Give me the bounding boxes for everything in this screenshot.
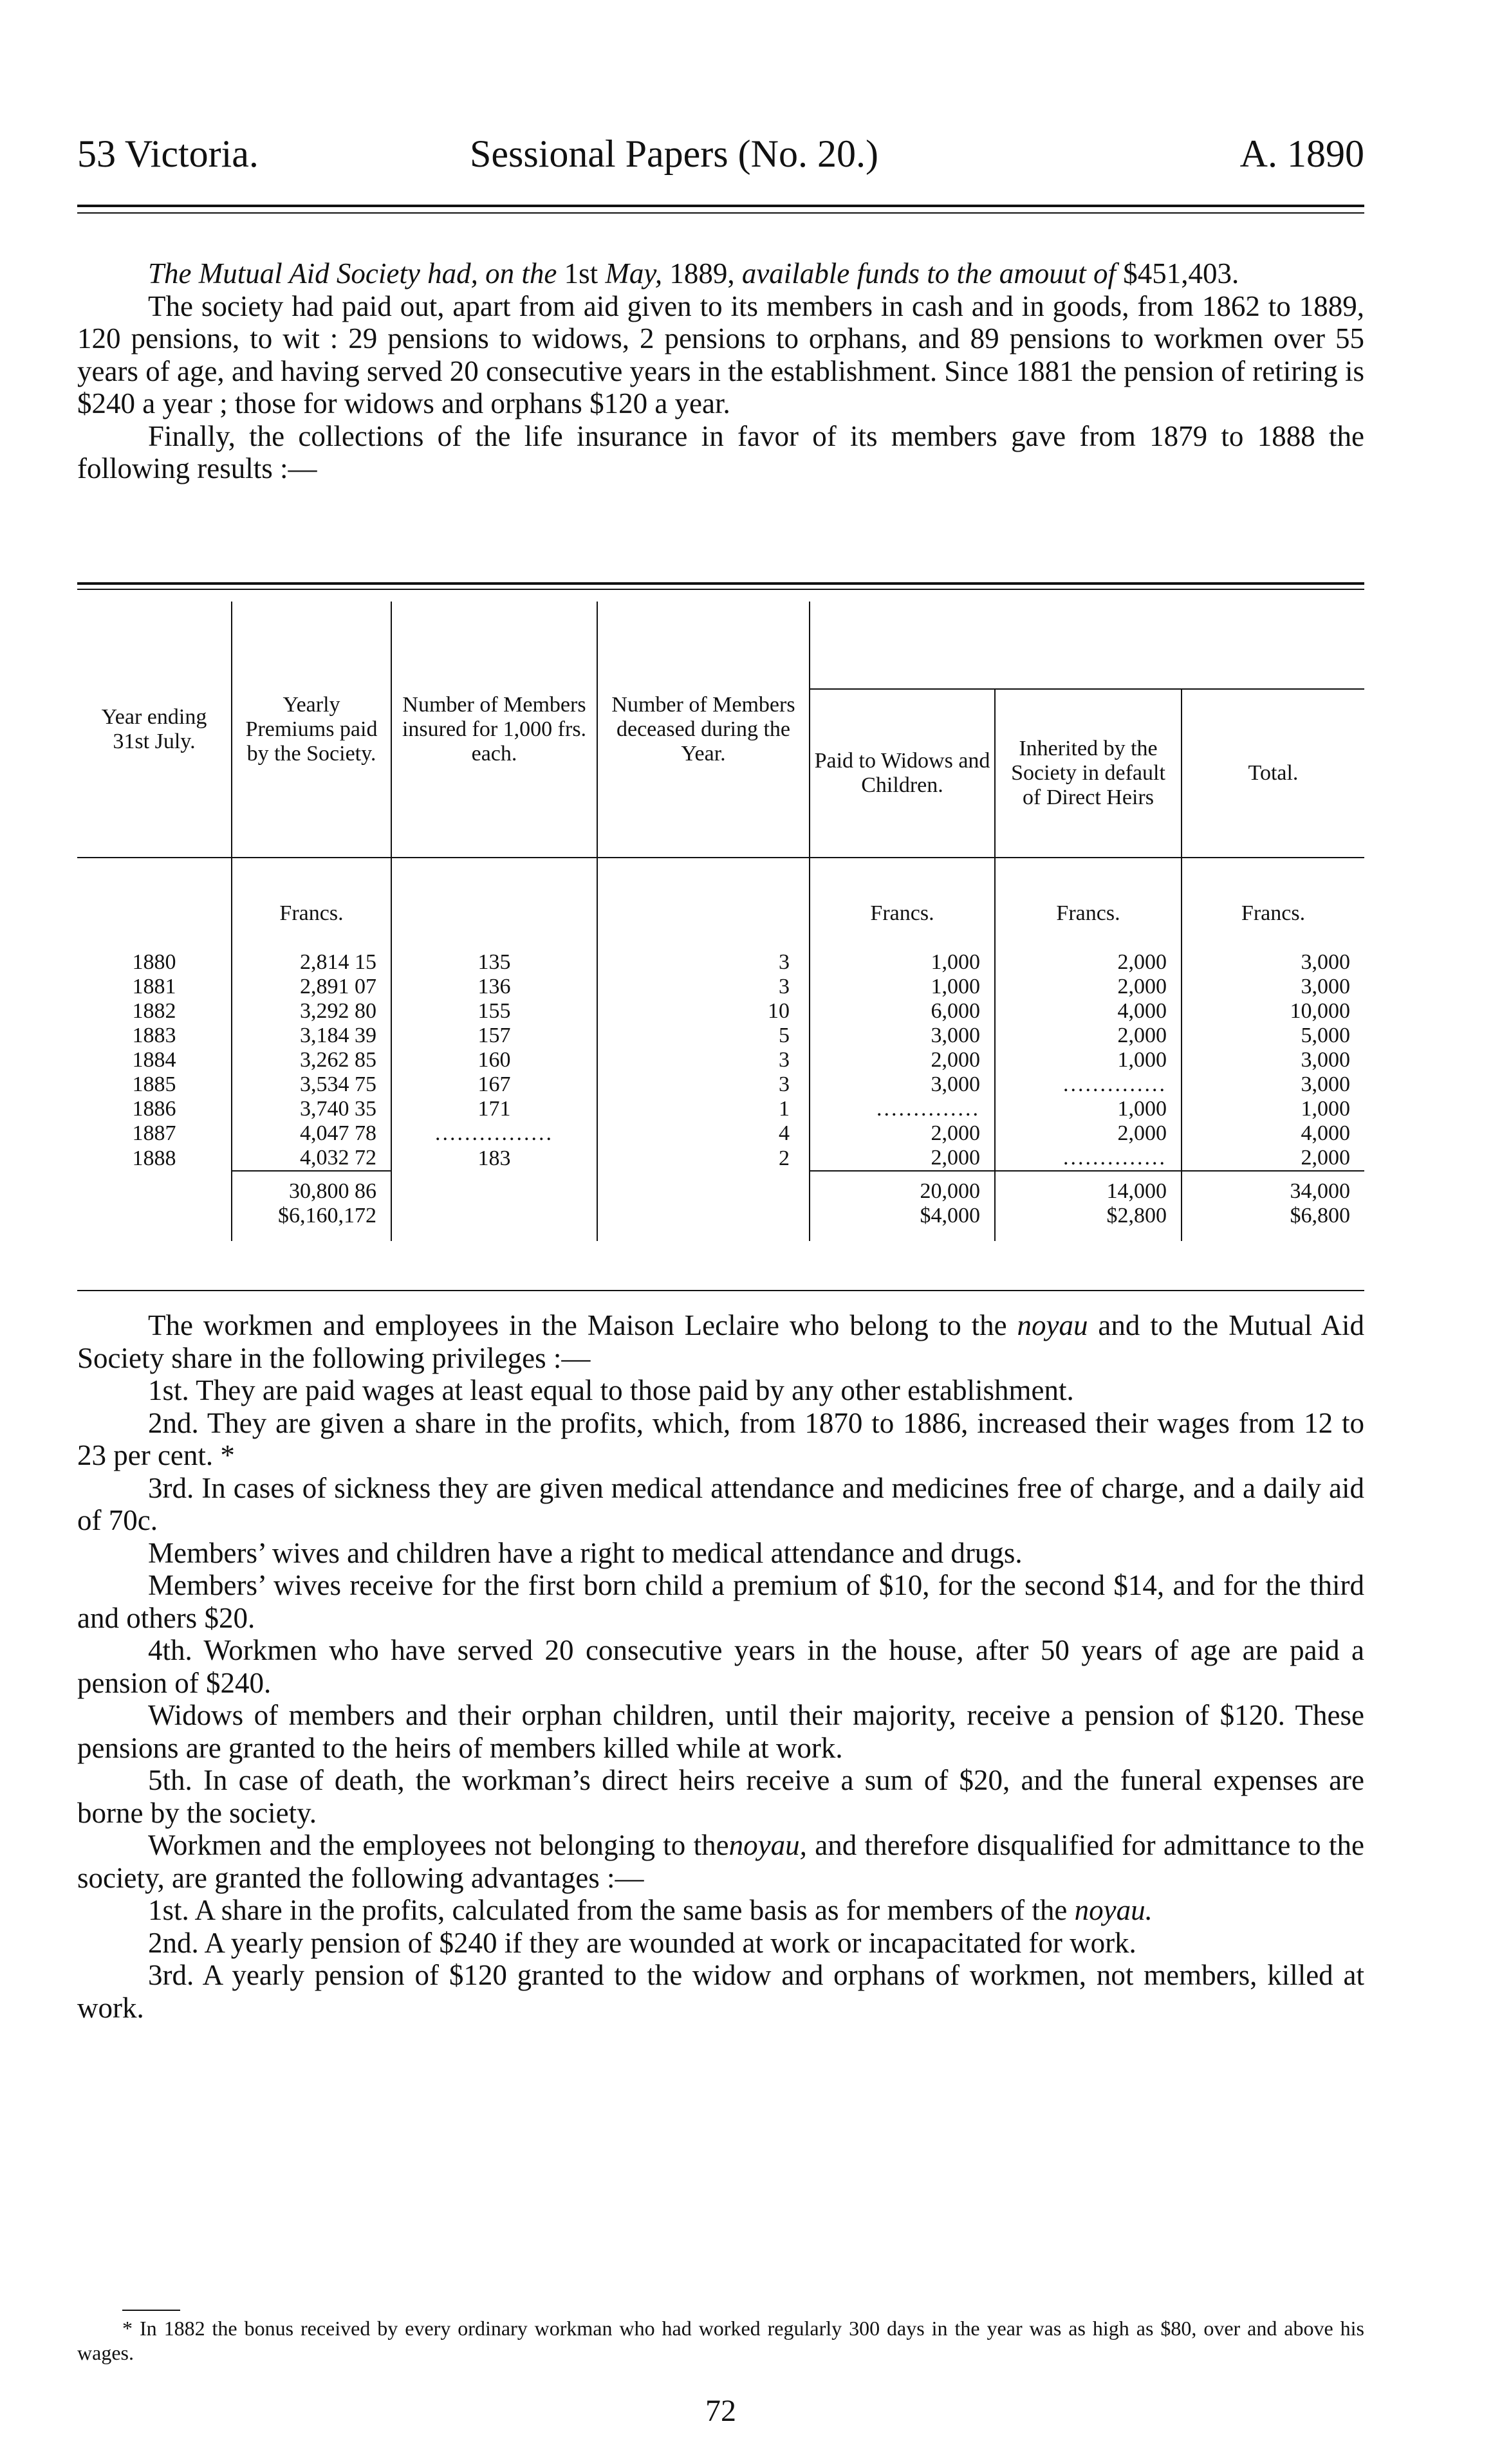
intro-paragraph-funds: The Mutual Aid Society had, on the 1st May, 1889, available funds to the amouut of $451,403. (148, 257, 1239, 290)
col-header-paid: Paid to Widows and Children. (810, 689, 995, 858)
totals-row-francs (77, 1171, 1364, 1204)
totals-row-dollars (77, 1204, 1364, 1241)
units-row (77, 858, 1364, 931)
intro-section (77, 257, 1364, 485)
advantage-profits: 1st. A share in the profits, calculated from the same basis as for members of the noyau. (148, 1894, 1153, 1926)
privilege-widows: Widows of members and their orphan children, until their majority, receive a pension of $120. These pensions are granted to the heirs of members killed while at work. (77, 1699, 1364, 1764)
unit-premiums: Francs. (232, 858, 391, 931)
non-members-intro: Workmen and the employees not belonging to thenoyau, and therefore disqualified for admittance to the society, are granted the following advantages :— (77, 1829, 1364, 1894)
col-header-premiums: Yearly Premiums paid by the Society. (232, 602, 391, 858)
privilege-birth-premium: Members’ wives receive for the first born child a premium of $10, for the second $14, and for the third and others $20. (77, 1569, 1364, 1634)
table-row: 1881 2,891 07 136 3 1,000 2,000 3,000 (77, 975, 1364, 999)
col-header-total: Total. (1182, 689, 1364, 858)
advantage-widow-pension: 3rd. A yearly pension of $120 granted to the widow and orphans of workmen, not members, killed at work. (77, 1959, 1364, 2024)
table-row: 1884 3,262 85 160 3 2,000 1,000 3,000 (77, 1048, 1364, 1072)
header-session: 53 Victoria. (77, 133, 259, 175)
unit-total: Francs. (1182, 858, 1364, 931)
privilege-family-medical: Members’ wives and children have a right to medical attendance and drugs. (148, 1536, 1023, 1569)
table-row: 1882 3,292 80 155 10 6,000 4,000 10,000 (77, 999, 1364, 1024)
footnote-rule (122, 2310, 180, 2311)
table-row: 1880 2,814 15 135 3 1,000 2,000 3,000 (77, 931, 1364, 975)
table-row: 1887 4,047 78 ................ 4 2,000 2,000 4,000 (77, 1121, 1364, 1146)
privilege-death: 5th. In case of death, the workman’s direct heirs receive a sum of $20, and the funeral expenses are borne by the society. (77, 1764, 1364, 1829)
col-header-deceased: Number of Members deceased during the Year. (597, 602, 810, 858)
advantage-pension: 2nd. A yearly pension of $240 if they are wounded at work or incapacitated for work. (148, 1926, 1136, 1959)
table-top-rule (77, 582, 1364, 585)
privilege-pension: 4th. Workmen who have served 20 consecutive years in the house, after 50 years of age are paid a pension of $240. (77, 1634, 1364, 1699)
table-row: 1888 4,032 72 183 2 2,000 .............. 2,000 (77, 1146, 1364, 1171)
privilege-sickness: 3rd. In cases of sickness they are given medical attendance and medicines free of charge, and a daily aid of 70c. (77, 1471, 1364, 1536)
col-header-inherited: Inherited by the Society in default of Direct Heirs (995, 689, 1182, 858)
total-inherited-francs: 14,000 (995, 1171, 1182, 1204)
intro-paragraph-pensions: The society had paid out, apart from aid given to its members in cash and in goods, from 1862 to 1889, 120 pensions, to wit : 29 pensions to widows, 2 pensions to orphans, and 89 pensions to workmen over 55 years of age, and having served 20 consecutive years in the establishment. Since 1881 the pension of retiring is $240 a year ; those for widows and orphans $120 a year. (77, 290, 1364, 419)
header-title: Sessional Papers (No. 20.) (470, 133, 878, 175)
privilege-wages: 1st. They are paid wages at least equal to those paid by any other establishment. (148, 1374, 1074, 1406)
privileges-intro: The workmen and employees in the Maison Leclaire who belong to the noyau and to the Mutual Aid Society share in the following privileges :— (77, 1309, 1364, 1374)
total-total-dollars: $6,800 (1182, 1204, 1364, 1241)
running-header (77, 132, 1364, 183)
table-bottom-rule (77, 1290, 1364, 1291)
total-inherited-dollars: $2,800 (995, 1204, 1182, 1241)
total-premiums-francs: 30,800 86 (232, 1171, 391, 1204)
header-rule (77, 205, 1364, 214)
table-row: 1883 3,184 39 157 5 3,000 2,000 5,000 (77, 1024, 1364, 1048)
privilege-profits: 2nd. They are given a share in the profits, which, from 1870 to 1886, increased their wages from 12 to 23 per cent. * (77, 1406, 1364, 1471)
total-total-francs: 34,000 (1182, 1171, 1364, 1204)
table-row: 1886 3,740 35 171 1 .............. 1,000 1,000 (77, 1097, 1364, 1121)
table-row: 1885 3,534 75 167 3 3,000 .............. 3,000 (77, 1072, 1364, 1097)
header-year: A. 1890 (1239, 133, 1364, 175)
col-header-year: Year ending 31st July. (101, 704, 207, 753)
col-header-insured: Number of Members insured for 1,000 frs. each. (391, 602, 597, 858)
total-paid-francs: 20,000 (810, 1171, 995, 1204)
page-number: 72 (705, 2394, 736, 2428)
col-header-group-blank (810, 602, 1364, 689)
unit-inherited: Francs. (995, 858, 1182, 931)
total-premiums-dollars: $6,160,172 (232, 1204, 391, 1241)
total-paid-dollars: $4,000 (810, 1204, 995, 1241)
unit-paid: Francs. (810, 858, 995, 931)
privileges-section (77, 1309, 1364, 2024)
table-top-rule-thin (77, 589, 1364, 590)
life-insurance-table (77, 602, 1364, 1241)
footnote: * In 1882 the bonus received by every ordinary workman who had worked regularly 300 days in the year was as high as $80, over and above his wages. (77, 2317, 1364, 2364)
intro-paragraph-insurance: Finally, the collections of the life insurance in favor of its members gave from 1879 to 1888 the following results :— (77, 419, 1364, 484)
